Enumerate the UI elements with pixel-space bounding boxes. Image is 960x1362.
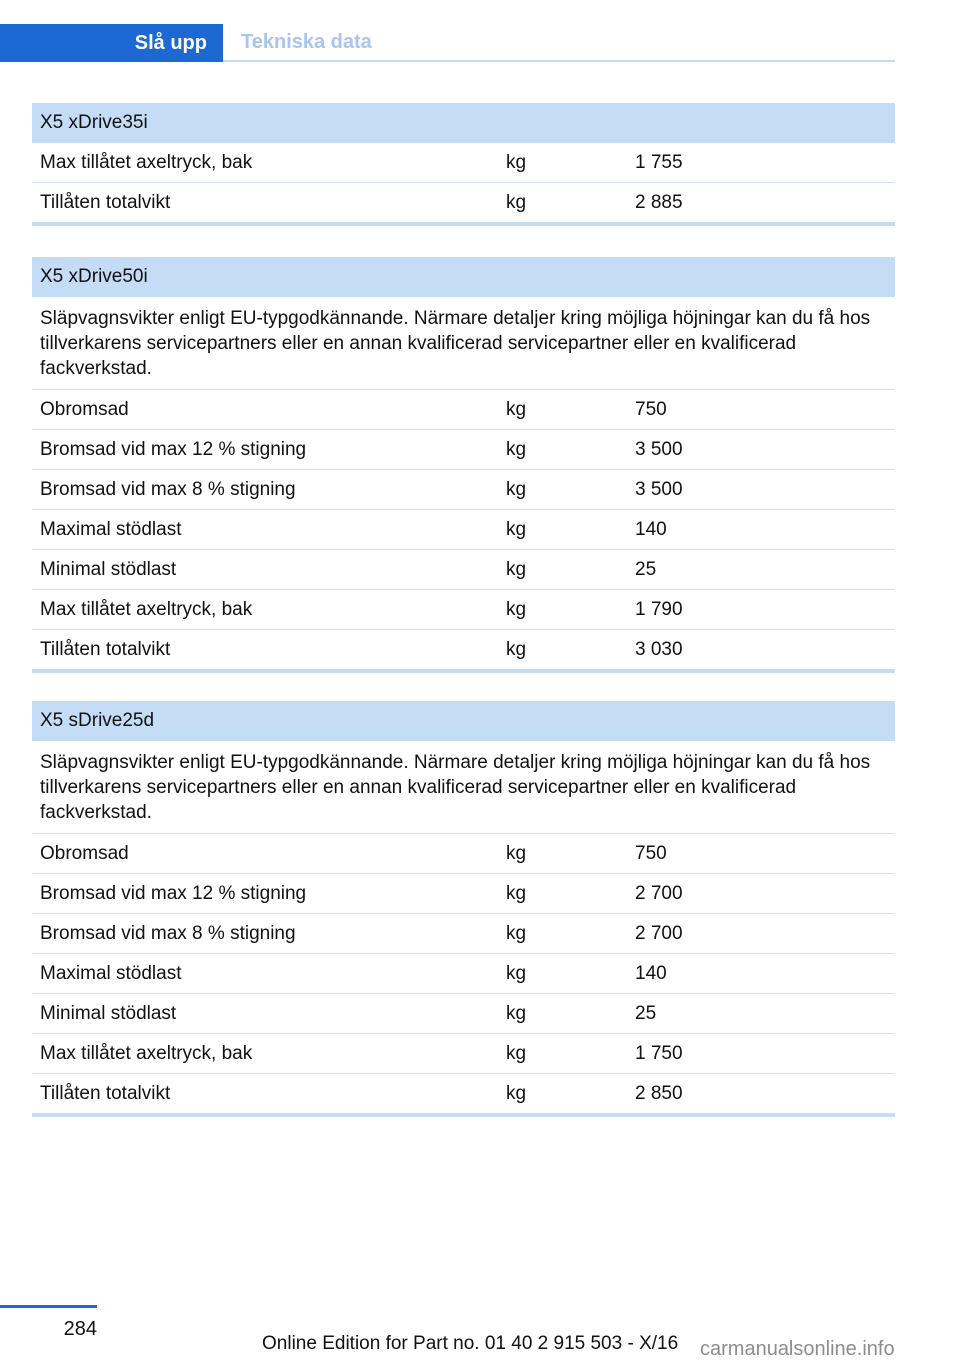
table-row (32, 630, 895, 673)
row-value: 140 (635, 518, 667, 540)
table-row (32, 430, 895, 470)
row-unit: kg (506, 1002, 527, 1024)
row-label: Max tillåtet axeltryck, bak (40, 598, 253, 620)
row-unit: kg (506, 558, 527, 580)
page-number-rule (0, 1305, 97, 1308)
row-label: Obromsad (40, 398, 129, 420)
row-unit: kg (506, 191, 527, 213)
table-row (32, 1034, 895, 1074)
table-row (32, 994, 895, 1034)
row-unit: kg (506, 1082, 527, 1104)
row-value: 3 500 (635, 478, 683, 500)
row-value: 750 (635, 398, 667, 420)
row-unit: kg (506, 638, 527, 660)
table-row (32, 874, 895, 914)
row-value: 140 (635, 962, 667, 984)
table-row (32, 390, 895, 430)
row-unit: kg (506, 922, 527, 944)
page-number: 284 (63, 1318, 97, 1340)
table-row (32, 1074, 895, 1117)
row-unit: kg (506, 1042, 527, 1064)
table-title: X5 xDrive50i (32, 257, 895, 297)
row-value: 750 (635, 842, 667, 864)
row-label: Minimal stödlast (40, 1002, 177, 1024)
row-label: Obromsad (40, 842, 129, 864)
edition-footer: Online Edition for Part no. 01 40 2 915 503 - X/16 (262, 1333, 679, 1354)
row-label: Maximal stödlast (40, 518, 182, 540)
row-value: 1 750 (635, 1042, 683, 1064)
spec-table-x5-xdrive35i (32, 103, 895, 226)
row-unit: kg (506, 518, 527, 540)
table-row (32, 510, 895, 550)
table-row (32, 143, 895, 183)
row-value: 2 885 (635, 191, 683, 213)
row-label: Bromsad vid max 8 % stigning (40, 478, 296, 500)
row-unit: kg (506, 882, 527, 904)
row-value: 2 700 (635, 922, 683, 944)
table-row (32, 183, 895, 226)
row-unit: kg (506, 398, 527, 420)
row-unit: kg (506, 438, 527, 460)
row-value: 2 850 (635, 1082, 683, 1104)
table-row (32, 590, 895, 630)
row-label: Tillåten totalvikt (40, 638, 171, 660)
spec-table-x5-sdrive25d (32, 701, 895, 1117)
row-unit: kg (506, 962, 527, 984)
row-label: Minimal stödlast (40, 558, 177, 580)
spec-table-x5-xdrive50i (32, 257, 895, 673)
watermark: carmanualsonline.info (700, 1338, 895, 1360)
table-note: Släpvagnsvikter enligt EU-typgodkännande. Närmare detaljer kring möjliga höjningar kan du få hos tillverkarens servicepartners eller en annan kvalificerad servicepartner eller en kvalificerad fackverkstad. (32, 741, 895, 834)
row-label: Bromsad vid max 12 % stigning (40, 438, 307, 460)
page-header (0, 24, 895, 62)
row-value: 3 500 (635, 438, 683, 460)
row-label: Maximal stödlast (40, 962, 182, 984)
tab-sla-upp[interactable]: Slå upp (0, 24, 223, 62)
row-value: 3 030 (635, 638, 683, 660)
table-row (32, 550, 895, 590)
row-value: 25 (635, 558, 657, 580)
table-title: X5 xDrive35i (32, 103, 895, 143)
row-unit: kg (506, 151, 527, 173)
tab-tekniska-data[interactable]: Tekniska data (223, 24, 895, 62)
row-unit: kg (506, 842, 527, 864)
table-row (32, 834, 895, 874)
row-label: Max tillåtet axeltryck, bak (40, 151, 253, 173)
row-label: Tillåten totalvikt (40, 1082, 171, 1104)
row-value: 2 700 (635, 882, 683, 904)
row-value: 1 790 (635, 598, 683, 620)
table-row (32, 470, 895, 510)
row-label: Tillåten totalvikt (40, 191, 171, 213)
row-label: Max tillåtet axeltryck, bak (40, 1042, 253, 1064)
table-title: X5 sDrive25d (32, 701, 895, 741)
table-note: Släpvagnsvikter enligt EU-typgodkännande. Närmare detaljer kring möjliga höjningar kan du få hos tillverkarens servicepartners eller en annan kvalificerad servicepartner eller en kvalificerad fackverkstad. (32, 297, 895, 390)
row-label: Bromsad vid max 12 % stigning (40, 882, 307, 904)
row-unit: kg (506, 598, 527, 620)
row-unit: kg (506, 478, 527, 500)
row-label: Bromsad vid max 8 % stigning (40, 922, 296, 944)
row-value: 1 755 (635, 151, 683, 173)
row-value: 25 (635, 1002, 657, 1024)
table-row (32, 954, 895, 994)
table-row (32, 914, 895, 954)
